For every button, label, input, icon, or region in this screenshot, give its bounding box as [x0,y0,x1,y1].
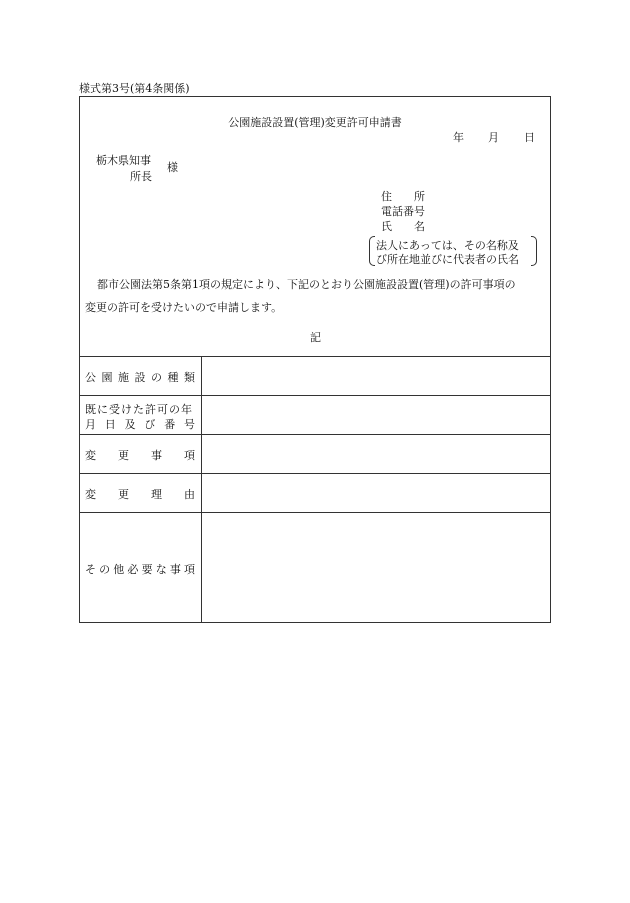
label-char: 要 [141,563,153,576]
label-char: 更 [118,449,129,462]
date-year: 年 [453,131,464,144]
label-char: 事 [169,563,181,576]
label-char: 理 [151,488,162,501]
facility-type-field[interactable] [203,357,549,394]
label-char: び [144,418,156,431]
prior-permit-field[interactable] [203,396,549,433]
label-char: 号 [183,418,195,431]
request-text-line1: 都市公園法第5条第1項の規定により、下記のとおり公園施設設置(管理)の許可事項の [97,278,516,291]
label-char: 月 [85,418,96,431]
label-prior-permit-line2 [85,416,195,432]
label-char: な [155,563,167,576]
label-char: 番 [164,418,176,431]
addressee-governor: 栃木県知事 [96,154,151,167]
label-char: 及 [124,418,136,431]
date-month: 月 [488,131,499,144]
label-char: そ [85,563,96,576]
label-char: 項 [184,449,195,462]
other-items-field[interactable] [203,513,549,622]
label-char: 公 [85,371,96,384]
request-text-line2: 変更の許可を受けたいので申請します。 [85,301,283,314]
label-char: 変 [85,488,96,501]
change-items-field[interactable] [203,435,549,472]
applicant-address-label: 住 所 [381,190,425,203]
column-divider [201,356,202,623]
date-day: 日 [524,131,535,144]
label-char: 事 [151,449,162,462]
applicant-phone-label: 電話番号 [381,205,425,218]
label-char: 園 [101,371,113,384]
form-title: 公園施設設置(管理)変更許可申請書 [228,116,402,129]
label-other-items [85,561,195,577]
corporate-note-line1: 法人にあっては、その名称及 [376,239,519,252]
applicant-name-label: 氏 名 [381,220,425,233]
label-char: 種 [167,371,179,384]
ki-heading: 記 [310,331,321,344]
label-char: 更 [118,488,129,501]
label-char: 日 [104,418,116,431]
addressee-director: 所長 [130,170,152,183]
label-char: 施 [118,371,129,384]
label-char: 設 [134,371,146,384]
label-char: 項 [183,563,195,576]
label-char: の [99,563,111,576]
form-number: 様式第3号(第4条関係) [79,82,190,95]
right-bracket [531,236,537,266]
label-char: 他 [113,563,125,576]
label-facility-type [85,369,195,385]
label-prior-permit-line1: 既に受けた許可の年 [85,403,193,416]
label-change-reason [85,486,195,502]
corporate-note [369,236,537,266]
change-reason-field[interactable] [203,474,549,511]
label-char: の [151,371,162,384]
label-char: 由 [184,488,195,501]
label-char: 類 [184,371,195,384]
label-char: 変 [85,449,96,462]
left-bracket [369,236,375,266]
label-change-items [85,447,195,463]
label-char: 必 [127,563,139,576]
corporate-note-line2: び所在地並びに代表者の氏名 [376,253,519,266]
addressee-honorific: 様 [167,161,178,174]
